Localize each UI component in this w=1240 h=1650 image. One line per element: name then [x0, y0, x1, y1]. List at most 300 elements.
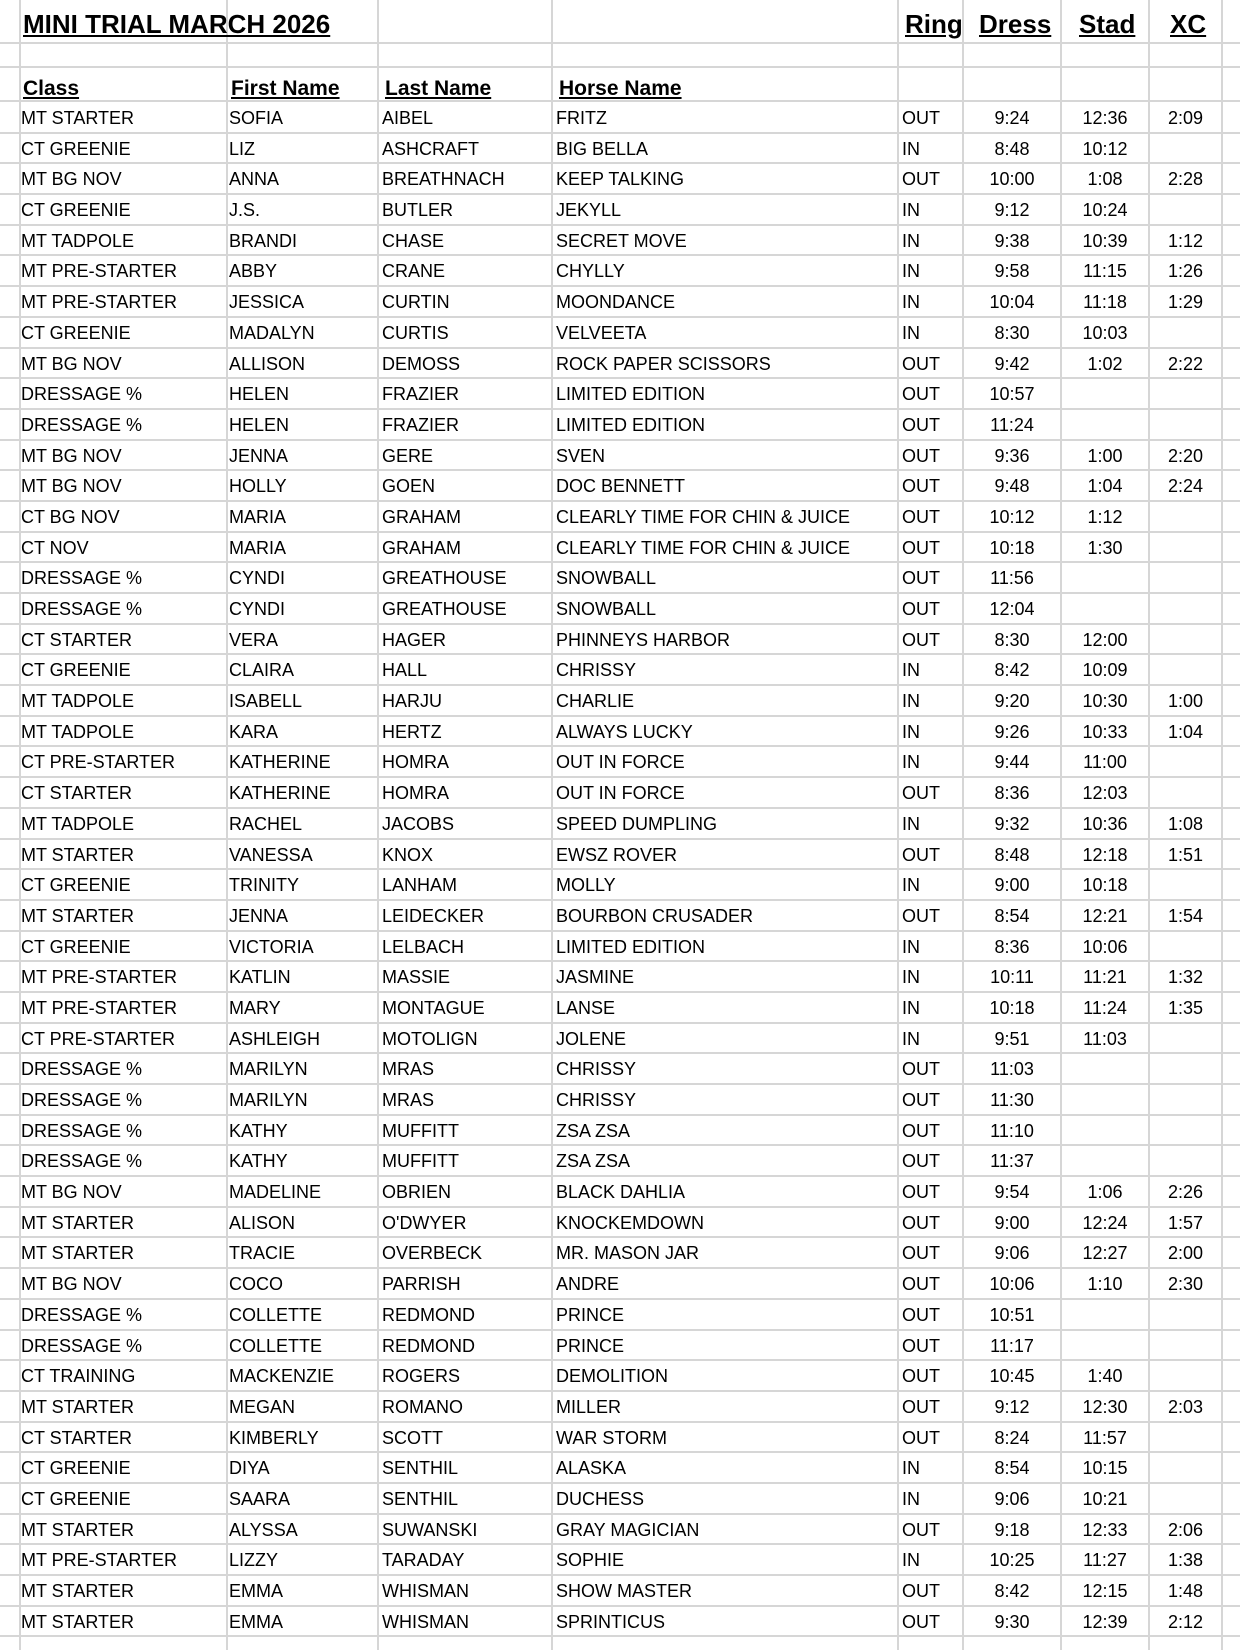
title-row	[0, 0, 1240, 44]
horse-name-cell: ROCK PAPER SCISSORS	[556, 353, 771, 374]
ring-cell: IN	[902, 691, 920, 712]
horse-name-cell: OUT IN FORCE	[556, 752, 685, 773]
xc-section-header: XC	[1170, 9, 1207, 39]
stad-time-cell: 10:03	[1082, 322, 1128, 343]
first-name-cell: COLLETTE	[229, 1304, 323, 1325]
first-name-cell: ABBY	[229, 261, 278, 282]
table-row	[0, 1423, 1240, 1454]
table-row	[0, 625, 1240, 656]
class-cell: MT STARTER	[21, 1396, 135, 1417]
first-name-cell: JESSICA	[229, 292, 305, 313]
dress-time-cell: 9:18	[994, 1519, 1030, 1540]
horse-name-cell: KEEP TALKING	[556, 169, 685, 190]
class-cell: DRESSAGE %	[21, 1059, 143, 1080]
table-row	[0, 195, 1240, 226]
xc-time-cell: 2:20	[1167, 445, 1204, 466]
ring-cell: IN	[902, 1550, 920, 1571]
first-name-cell: MARIA	[229, 537, 287, 558]
table-row	[0, 287, 1240, 318]
first-name-cell: SAARA	[229, 1488, 291, 1509]
first-name-cell: ASHLEIGH	[229, 1028, 321, 1049]
stad-time-cell: 1:10	[1087, 1274, 1123, 1295]
table-row	[0, 379, 1240, 410]
class-cell: MT PRE-STARTER	[21, 292, 178, 313]
table-row	[0, 1361, 1240, 1392]
dress-time-cell: 9:32	[994, 813, 1030, 834]
table-row	[0, 1269, 1240, 1300]
dress-time-cell: 9:38	[994, 230, 1030, 251]
class-cell: MT TADPOLE	[21, 721, 135, 742]
table-row	[0, 1607, 1240, 1638]
table-row	[0, 410, 1240, 441]
last-name-cell: HALL	[382, 660, 428, 681]
dress-time-cell: 9:12	[994, 1396, 1030, 1417]
stad-time-cell: 10:12	[1082, 138, 1128, 159]
first-name-cell: ALISON	[229, 1212, 296, 1233]
horse-name-cell: SPEED DUMPLING	[556, 813, 718, 834]
class-cell: CT GREENIE	[21, 1458, 131, 1479]
table-row	[0, 1208, 1240, 1239]
horse-name-cell: LIMITED EDITION	[556, 414, 706, 435]
ring-cell: OUT	[902, 1182, 940, 1203]
stad-time-cell: 1:30	[1087, 537, 1123, 558]
horse-name-cell: SVEN	[556, 445, 606, 466]
ring-cell: OUT	[902, 1212, 940, 1233]
xc-time-cell: 1:38	[1167, 1550, 1204, 1571]
ring-cell: OUT	[902, 1274, 940, 1295]
ring-cell: IN	[902, 752, 920, 773]
ring-cell: IN	[902, 660, 920, 681]
class-cell: CT GREENIE	[21, 936, 131, 957]
first-name-cell: HELEN	[229, 384, 290, 405]
horse-name-cell: VELVEETA	[556, 322, 647, 343]
last-name-cell: GOEN	[382, 476, 436, 497]
dress-time-cell: 10:18	[989, 997, 1035, 1018]
horse-name-cell: LIMITED EDITION	[556, 384, 706, 405]
xc-time-cell: 2:00	[1167, 1243, 1204, 1264]
table-row	[0, 1238, 1240, 1269]
ring-cell: OUT	[902, 108, 940, 128]
ring-cell: OUT	[902, 568, 940, 589]
class-cell: DRESSAGE %	[21, 1335, 143, 1356]
dress-time-cell: 8:42	[994, 660, 1030, 681]
class-cell: DRESSAGE %	[21, 384, 143, 405]
ring-cell: IN	[902, 1488, 920, 1509]
last-name-cell: HOMRA	[382, 783, 449, 804]
first-name-cell: CYNDI	[229, 568, 286, 589]
last-name-cell: FRAZIER	[382, 414, 460, 435]
first-name-cell: CYNDI	[229, 599, 286, 619]
dress-time-cell: 8:48	[994, 844, 1030, 865]
table-row	[0, 809, 1240, 840]
ring-cell: OUT	[902, 1427, 940, 1448]
horse-name-cell: GRAY MAGICIAN	[556, 1519, 700, 1540]
ring-cell: IN	[902, 936, 920, 957]
dress-time-cell: 8:54	[994, 905, 1030, 926]
last-name-cell: PARRISH	[382, 1274, 461, 1295]
dress-time-cell: 9:26	[994, 721, 1030, 742]
first-name-cell: J.S.	[229, 200, 261, 221]
first-name-cell: MEGAN	[229, 1396, 296, 1417]
class-cell: CT GREENIE	[21, 200, 131, 221]
xc-time-cell: 2:24	[1167, 476, 1204, 497]
stad-time-cell: 11:57	[1083, 1427, 1127, 1448]
horse-name-cell: SECRET MOVE	[556, 230, 687, 251]
table-row	[0, 441, 1240, 472]
dress-time-cell: 9:36	[994, 445, 1030, 466]
horse-name-cell: JEKYLL	[556, 200, 622, 221]
horse-name-cell: EWSZ ROVER	[556, 844, 678, 865]
horse-name-cell: CLEARLY TIME FOR CHIN & JUICE	[556, 537, 851, 558]
first-name-cell: KATHERINE	[229, 783, 331, 804]
dress-time-cell: 12:04	[989, 599, 1035, 619]
table-row	[0, 1146, 1240, 1177]
last-name-cell: CRANE	[382, 261, 446, 282]
table-row	[0, 1515, 1240, 1546]
class-cell: MT BG NOV	[21, 445, 122, 466]
stad-time-cell: 11:03	[1083, 1028, 1127, 1049]
first-name-cell: ISABELL	[229, 691, 303, 712]
dress-time-cell: 8:48	[994, 138, 1030, 159]
horse-name-cell: PHINNEYS HARBOR	[556, 629, 731, 650]
class-cell: CT GREENIE	[21, 138, 131, 159]
class-cell: MT BG NOV	[21, 1182, 122, 1203]
last-name-cell: FRAZIER	[382, 384, 460, 405]
ring-cell: OUT	[902, 384, 940, 405]
table-row	[0, 1116, 1240, 1147]
class-cell: MT BG NOV	[21, 1274, 122, 1295]
horse-name-cell: BOURBON CRUSADER	[556, 905, 754, 926]
ring-cell: OUT	[902, 905, 940, 926]
stad-time-cell: 12:27	[1082, 1243, 1128, 1264]
stad-time-cell: 10:36	[1082, 813, 1128, 834]
first-name-column-header: First Name	[231, 77, 340, 100]
horse-name-cell: CLEARLY TIME FOR CHIN & JUICE	[556, 506, 851, 527]
class-cell: CT STARTER	[21, 1427, 133, 1448]
table-row	[0, 686, 1240, 717]
last-name-cell: HERTZ	[382, 721, 442, 742]
horse-name-cell: MOONDANCE	[556, 292, 676, 313]
ring-cell: OUT	[902, 1335, 940, 1356]
horse-name-cell: SHOW MASTER	[556, 1581, 693, 1601]
stad-time-cell: 12:00	[1082, 629, 1128, 650]
first-name-cell: LIZ	[229, 138, 256, 159]
ring-cell: OUT	[902, 783, 940, 804]
ring-cell: IN	[902, 875, 920, 896]
ring-cell: IN	[902, 1028, 920, 1049]
class-cell: CT BG NOV	[21, 506, 120, 527]
first-name-cell: KARA	[229, 721, 279, 742]
ring-cell: OUT	[902, 414, 940, 435]
table-row	[0, 1054, 1240, 1085]
horse-name-cell: BLACK DAHLIA	[556, 1182, 686, 1203]
class-cell: MT PRE-STARTER	[21, 1550, 178, 1571]
table-row	[0, 717, 1240, 748]
class-cell: CT PRE-STARTER	[21, 752, 176, 773]
last-name-cell: MRAS	[382, 1090, 435, 1110]
dress-time-cell: 8:42	[994, 1581, 1030, 1601]
xc-time-cell: 1:04	[1167, 721, 1204, 742]
dress-time-cell: 10:18	[989, 537, 1035, 558]
first-name-cell: MACKENZIE	[229, 1366, 335, 1387]
stad-time-cell: 1:08	[1087, 169, 1123, 190]
horse-name-cell: BIG BELLA	[556, 138, 649, 159]
first-name-cell: HELEN	[229, 414, 290, 435]
ring-cell: OUT	[902, 1090, 940, 1110]
first-name-cell: EMMA	[229, 1611, 283, 1632]
ring-cell: IN	[902, 1458, 920, 1479]
last-name-cell: MUFFITT	[382, 1120, 459, 1141]
first-name-cell: COLLETTE	[229, 1335, 323, 1356]
last-name-cell: HARJU	[382, 691, 443, 712]
last-name-cell: HOMRA	[382, 752, 449, 773]
table-row	[0, 840, 1240, 871]
last-name-cell: JACOBS	[382, 813, 455, 834]
stad-time-cell: 10:21	[1082, 1488, 1128, 1509]
horse-name-cell: CHARLIE	[556, 691, 635, 712]
table-row	[0, 932, 1240, 963]
table-row	[0, 502, 1240, 533]
dress-time-cell: 10:45	[989, 1366, 1035, 1387]
last-name-cell: HAGER	[382, 629, 447, 650]
stad-time-cell: 10:24	[1082, 200, 1128, 221]
ring-cell: OUT	[902, 1396, 940, 1417]
horse-name-cell: DEMOLITION	[556, 1366, 669, 1387]
last-name-cell: SENTHIL	[382, 1458, 459, 1479]
first-name-cell: MARILYN	[229, 1059, 308, 1080]
last-name-cell: MRAS	[382, 1059, 435, 1080]
first-name-cell: VANESSA	[229, 844, 313, 865]
class-cell: DRESSAGE %	[21, 1304, 143, 1325]
stad-time-cell: 1:04	[1087, 476, 1123, 497]
class-cell: MT STARTER	[21, 1243, 135, 1264]
horse-name-cell: CHRISSY	[556, 1090, 637, 1110]
class-cell: DRESSAGE %	[21, 1120, 143, 1141]
table-row	[0, 594, 1240, 625]
horse-name-cell: SNOWBALL	[556, 568, 657, 589]
xc-time-cell: 1:57	[1167, 1212, 1204, 1233]
sheet-title: MINI TRIAL MARCH 2026	[23, 9, 331, 39]
last-name-cell: GERE	[382, 445, 434, 466]
table-row	[0, 1331, 1240, 1362]
xc-time-cell: 1:35	[1167, 997, 1204, 1018]
dress-section-header: Dress	[979, 9, 1052, 39]
dress-time-cell: 10:51	[989, 1304, 1035, 1325]
ring-cell: OUT	[902, 1611, 940, 1632]
dress-time-cell: 11:10	[990, 1120, 1034, 1141]
table-row	[0, 1545, 1240, 1576]
dress-time-cell: 9:48	[994, 476, 1030, 497]
horse-name-cell: MILLER	[556, 1396, 622, 1417]
xc-time-cell: 1:00	[1167, 691, 1204, 712]
first-name-cell: TRINITY	[229, 875, 299, 896]
last-name-cell: OVERBECK	[382, 1243, 483, 1264]
class-cell: CT GREENIE	[21, 660, 131, 681]
class-cell: MT BG NOV	[21, 353, 122, 374]
first-name-cell: KIMBERLY	[229, 1427, 319, 1448]
dress-time-cell: 10:11	[990, 967, 1034, 988]
dress-time-cell: 9:51	[994, 1028, 1030, 1049]
dress-time-cell: 11:17	[990, 1335, 1034, 1356]
dress-time-cell: 8:54	[994, 1458, 1030, 1479]
horse-name-cell: SNOWBALL	[556, 599, 657, 619]
first-name-cell: LIZZY	[229, 1550, 279, 1571]
first-name-cell: ALLISON	[229, 353, 306, 374]
last-name-cell: MONTAGUE	[382, 997, 485, 1018]
xc-time-cell: 1:54	[1167, 905, 1204, 926]
first-name-cell: COCO	[229, 1274, 283, 1295]
last-name-cell: ROMANO	[382, 1396, 463, 1417]
horse-name-cell: ANDRE	[556, 1274, 620, 1295]
ring-cell: OUT	[902, 445, 940, 466]
class-cell: MT PRE-STARTER	[21, 261, 178, 282]
dress-time-cell: 9:00	[994, 875, 1030, 896]
table-row	[0, 747, 1240, 778]
class-cell: MT PRE-STARTER	[21, 997, 178, 1018]
last-name-cell: CURTIN	[382, 292, 450, 313]
ring-cell: OUT	[902, 169, 940, 190]
last-name-cell: GREATHOUSE	[382, 568, 507, 589]
xc-time-cell: 1:48	[1167, 1581, 1204, 1601]
ring-cell: OUT	[902, 353, 940, 374]
ring-cell: OUT	[902, 599, 940, 619]
first-name-cell: MARILYN	[229, 1090, 308, 1110]
horse-name-cell: MR. MASON JAR	[556, 1243, 700, 1264]
table-row	[0, 1300, 1240, 1331]
last-name-cell: REDMOND	[382, 1335, 475, 1356]
horse-name-cell: WAR STORM	[556, 1427, 667, 1448]
last-name-cell: KNOX	[382, 844, 434, 865]
dress-time-cell: 10:12	[989, 506, 1035, 527]
first-name-cell: JENNA	[229, 445, 289, 466]
dress-time-cell: 9:58	[994, 261, 1030, 282]
class-cell: MT TADPOLE	[21, 230, 135, 251]
class-cell: DRESSAGE %	[21, 1151, 143, 1172]
table-row	[0, 1024, 1240, 1055]
stad-time-cell: 11:24	[1083, 997, 1127, 1018]
table-row	[0, 655, 1240, 686]
dress-time-cell: 9:24	[994, 108, 1030, 128]
xc-time-cell: 2:28	[1167, 169, 1204, 190]
table-row	[0, 349, 1240, 380]
table-row	[0, 962, 1240, 993]
xc-time-cell: 2:03	[1167, 1396, 1204, 1417]
dress-time-cell: 11:56	[990, 568, 1034, 589]
stad-time-cell: 10:33	[1082, 721, 1128, 742]
stad-time-cell: 11:00	[1083, 752, 1127, 773]
class-cell: CT STARTER	[21, 783, 133, 804]
class-cell: MT STARTER	[21, 905, 135, 926]
ring-cell: OUT	[902, 844, 940, 865]
ring-cell: OUT	[902, 506, 940, 527]
class-cell: MT BG NOV	[21, 476, 122, 497]
last-name-cell: WHISMAN	[382, 1581, 469, 1601]
stad-section-header: Stad	[1079, 9, 1136, 39]
first-name-cell: DIYA	[229, 1458, 270, 1479]
xc-time-cell: 2:22	[1167, 353, 1204, 374]
class-cell: DRESSAGE %	[21, 568, 143, 589]
table-row	[0, 993, 1240, 1024]
class-cell: DRESSAGE %	[21, 1090, 143, 1110]
last-name-cell: MUFFITT	[382, 1151, 459, 1172]
class-cell: MT BG NOV	[21, 169, 122, 190]
horse-name-cell: KNOCKEMDOWN	[556, 1212, 704, 1233]
horse-name-cell: CHRISSY	[556, 1059, 637, 1080]
ring-cell: IN	[902, 322, 920, 343]
stad-time-cell: 12:39	[1082, 1611, 1128, 1632]
stad-time-cell: 11:27	[1083, 1550, 1127, 1571]
dress-time-cell: 8:36	[994, 783, 1030, 804]
first-name-cell: RACHEL	[229, 813, 303, 834]
horse-name-cell: LIMITED EDITION	[556, 936, 706, 957]
last-name-cell: CURTIS	[382, 322, 449, 343]
xc-time-cell: 2:12	[1167, 1611, 1204, 1632]
table-row	[0, 1177, 1240, 1208]
stad-time-cell: 10:15	[1082, 1458, 1128, 1479]
horse-name-cell: PRINCE	[556, 1304, 625, 1325]
dress-time-cell: 9:00	[994, 1212, 1030, 1233]
last-name-cell: OBRIEN	[382, 1182, 452, 1203]
ring-cell: IN	[902, 261, 920, 282]
last-name-cell: AIBEL	[382, 108, 434, 128]
dress-time-cell: 11:24	[990, 414, 1034, 435]
stad-time-cell: 12:33	[1082, 1519, 1128, 1540]
first-name-cell: EMMA	[229, 1581, 283, 1601]
ring-cell: OUT	[902, 537, 940, 558]
table-row	[0, 778, 1240, 809]
ring-cell: IN	[902, 230, 920, 251]
horse-name-cell: FRITZ	[556, 108, 607, 128]
stad-time-cell: 11:18	[1083, 292, 1127, 313]
last-name-cell: LEIDECKER	[382, 905, 485, 926]
stad-time-cell: 1:40	[1087, 1366, 1123, 1387]
horse-name-column-header: Horse Name	[559, 77, 682, 100]
column-header-row	[0, 68, 1240, 102]
class-cell: MT STARTER	[21, 1581, 135, 1601]
dress-time-cell: 9:42	[994, 353, 1030, 374]
stad-time-cell: 11:15	[1083, 261, 1127, 282]
last-name-cell: MOTOLIGN	[382, 1028, 478, 1049]
last-name-cell: SUWANSKI	[382, 1519, 478, 1540]
dress-time-cell: 10:06	[989, 1274, 1035, 1295]
first-name-cell: ANNA	[229, 169, 280, 190]
dress-time-cell: 9:54	[994, 1182, 1030, 1203]
class-cell: MT PRE-STARTER	[21, 967, 178, 988]
horse-name-cell: JOLENE	[556, 1028, 627, 1049]
horse-name-cell: CHRISSY	[556, 660, 637, 681]
last-name-cell: GRAHAM	[382, 506, 462, 527]
first-name-cell: SOFIA	[229, 108, 284, 128]
ring-cell: OUT	[902, 1304, 940, 1325]
ring-cell: OUT	[902, 1581, 940, 1601]
horse-name-cell: CHYLLY	[556, 261, 625, 282]
stad-time-cell: 10:39	[1082, 230, 1128, 251]
stad-time-cell: 1:06	[1087, 1182, 1123, 1203]
last-name-cell: MASSIE	[382, 967, 451, 988]
first-name-cell: MARIA	[229, 506, 287, 527]
dress-time-cell: 8:30	[994, 322, 1030, 343]
dress-time-cell: 9:20	[994, 691, 1030, 712]
table-row	[0, 103, 1240, 134]
class-cell: MT TADPOLE	[21, 813, 135, 834]
last-name-cell: ASHCRAFT	[382, 138, 480, 159]
first-name-cell: MADALYN	[229, 322, 315, 343]
first-name-cell: MADELINE	[229, 1182, 322, 1203]
table-row	[0, 318, 1240, 349]
first-name-cell: HOLLY	[229, 476, 287, 497]
ring-cell: OUT	[902, 476, 940, 497]
table-row	[0, 1392, 1240, 1423]
